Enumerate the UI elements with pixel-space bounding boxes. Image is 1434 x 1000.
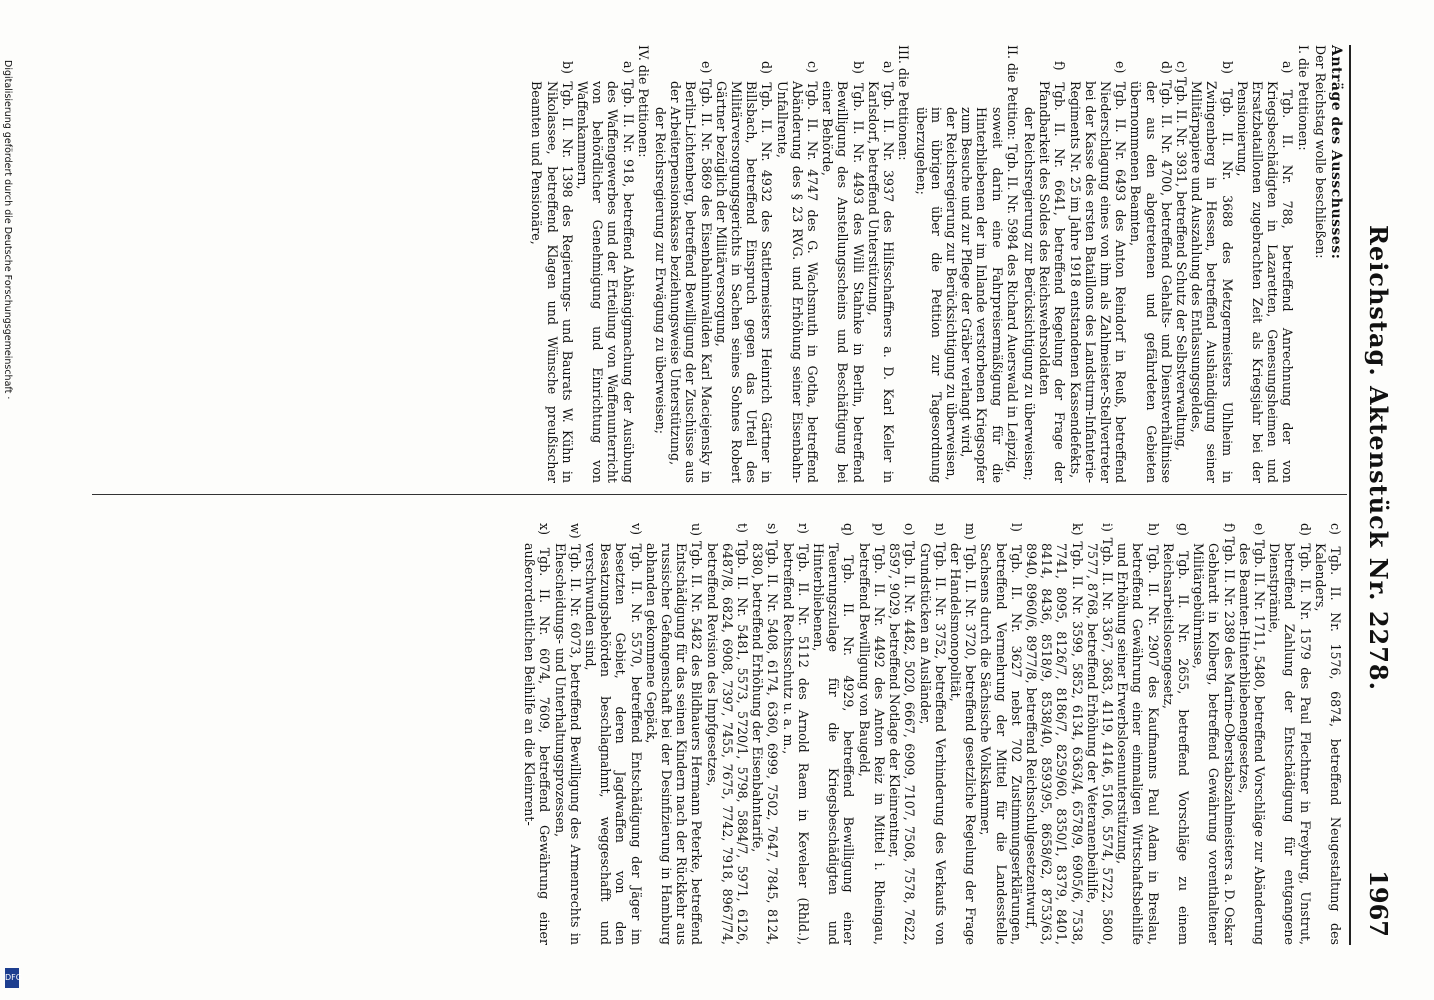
item-4r: r) Tgb. II. Nr. 5112 des Arnold Raem in Kevelaer (Rhld.), betreffend Rechtsschutz u. a. m., (780, 523, 811, 945)
page-number: 1967 (1364, 870, 1393, 937)
item-4i: i) Tgb. II. Nr. 3367, 3683, 4119, 4146, 5106, 5574, 5722, 5800, 7577, 8768, betreffend Erhöhung der Veteranenbeihilfe, (1084, 523, 1115, 945)
rotated-page (85, 45, 1395, 945)
item-4w: w) Tgb. II. Nr. 6073, betreffend Bewilligung des Armenrechts in Ehescheidungs- und Unterhaltungsprozessen, (552, 523, 583, 945)
section-2-heading: II. die Petition: Tgb. II. Nr. 5984 des Richard Auerswald in Leipzig, (1004, 45, 1020, 473)
section-4-heading: IV. die Petitionen: (635, 45, 651, 158)
item-4p: p) Tgb. II. Nr. 4492 des Anton Reiz in Mittel i. Rheingau, betreffend Bewilligung von Baugeld, (856, 523, 887, 945)
section-1-heading: I. die Petitionen: (1295, 45, 1311, 151)
item-4t: t) Tgb. II. Nr. 5481, 5573, 5720/1, 5798, 5884/7, 5971, 6126, 6487/8, 6824, 6908, 7397, 7455, 7675, 7742, 7918, 8967/74, betreffend Revision des Impfgesetzes, (704, 523, 751, 945)
item-3c: c) Tgb. II. Nr. 4747 des G. Wachsmuth in Gotha, betreffend Abänderung des § 23 RVG. und Erhöhung seiner Eisenbahn-Unfallrente, (774, 61, 821, 483)
funding-note: Digitalisierung gefördert durch die Deutsche Forschungsgemeinschaft · (2, 60, 13, 400)
left-column (529, 45, 1343, 483)
item-1f: f) Tgb. II. Nr. 6641, betreffend Regelung der Frage der Pfandbarkeit des Soldes des Reichswehrsoldaten (1037, 61, 1068, 483)
page-title: Reichstag. Aktenstück Nr. 2278. (1364, 225, 1393, 691)
item-4d: d) Tgb. II. Nr. 1579 des Paul Flechtner in Freyburg, Unstrut, betreffend Zahlung der Entschädigung für entgangene Dienstprämie, (1267, 523, 1313, 945)
item-4e: e) Tgb. II. Nr. 1711, 5480, betreffend Vorschläge zur Abänderung des Beamten-Hinterbliebenengesetzes, (1236, 523, 1267, 945)
item-3a: a) Tgb. II. Nr. 3937 des Hilfsschaffners a. D. Karl Keller in Karlsdorf, betreffend Unterstützung, (865, 61, 897, 483)
section-1-resolution: der Reichsregierung zur Berücksichtigung zu überweisen; (1021, 107, 1037, 481)
item-1a: a) Tgb. II. Nr. 788, betreffend Anrechnung der von Kriegsbeschädigten in Lazaretten, Genesungsheimen und Ersatzbataillonen zugebrachten Zeit als Kriegsjahr bei der Pensionierung, (1234, 61, 1296, 483)
item-4f: f) Tgb. II. Nr. 2389 des Marine-Oberstabszahlmeisters a. D. Oskar Gebhardt in Kolberg, betreffend Gewährung vorenthaltener Militärgebührnisse, (1191, 523, 1237, 945)
item-4n: n) Tgb. II. Nr. 3752, betreffend Verhinderung des Verkaufs von Grundstücken an Ausländer, (917, 523, 948, 945)
item-3b: b) Tgb. II. Nr. 4493 des Willi Stahnke in Berlin, betreffend Bewilligung des Anstellungsscheins und Beschäftigung bei einer Behörde, (820, 61, 866, 483)
item-4a: a) Tgb. II. Nr. 918, betreffend Abhängigmachung der Ausübung des Waffengewerbes und der Erteilung von Waffenunterricht von behördlicher Genehmigung und Einrichtung von Waffenkammern, (575, 61, 636, 483)
item-1b: b) Tgb. II. Nr. 3688 des Metzgermeisters Uhlheim in Zwingenberg in Hessen, betreffend Aushändigung seiner Militärpapiere und Auszahlung des Entlassungsgeldes, (1189, 61, 1235, 483)
section-2-resolution: der Reichsregierung zur Berücksichtigung zu überweisen, (943, 107, 959, 481)
item-4b: b) Tgb. II. Nr. 1398 des Regierungs- und Baurats W. Kühn in Nikolassee, betreffend Klagen und Wünsche preußischer Beamten und Pensionäre, (529, 61, 575, 483)
dfg-logo: DFG (5, 968, 19, 988)
item-4k: k) Tgb. II. Nr. 3599, 5852, 6134, 6363/4, 6578/9, 6905/6, 7538, 7741, 8095, 8126/7, 8186/7, 8259/60, 8350/1, 8379, 8401, 8414, 8436, 8518/9, 8538/40, 8593/95, 8658/62, 8753/63, 8940, 8960/6, 8977/8, betreffend Reichsschulgesetzentwurf, (1023, 523, 1085, 945)
item-4o: o) Tgb. II. Nr. 4482, 5020, 6667, 6909, 7107, 7508, 7578, 7622, 8597, 9029, betreffend Notlage der Kleinrentner, (887, 523, 918, 945)
item-4x: x) Tgb. II. Nr. 6074, 7609, betreffend Gewährung einer außerordentlichen Beihilfe an die Kleinrent- (522, 523, 553, 945)
funding-footer (4, 60, 24, 990)
header-rule (1349, 45, 1351, 945)
item-1e: e) Tgb. II. Nr. 6493 des Anton Reindorf in Reuß, betreffend Niederschlagung eines von ihm als Zahlmeister-Stellvertreter bei der Kasse des ersten Bataillons des Landsturm-Infanterie-Regiments Nr. 25 im Jahre 1918 entstandenen Kassendefekts, (1067, 61, 1129, 483)
item-4c: c) Tgb. II. Nr. 1576, 6874, betreffend Neugestaltung des Kalenders, (1312, 523, 1343, 945)
item-3e: e) Tgb. II. Nr. 5869 des Eisenbahninvaliden Karl Maciejensky in Berlin-Lichtenberg, betreffend Bewilligung der Zuschüsse aus der Arbeiterpensionskasse beziehungsweise Unterstützung, (668, 61, 714, 483)
column-divider (92, 494, 1347, 495)
motion-heading: Anträge des Ausschusses: (1328, 45, 1344, 260)
section-2-body: soweit darin eine Fahrpreisermäßigung für die Hinterbliebenen der im Inlande verstorbenen Kriegsopfer zum Besuche und zur Pflege der Gräber verlangt wird, (959, 107, 1005, 483)
item-4l: l) Tgb. II. Nr. 3627 nebst 702 Zustimmungserklärungen, betreffend Vermehrung der Mittel für die Landesstelle Sachsens durch die Sächsische Volkskammer, (978, 523, 1024, 945)
section-3-resolution: der Reichsregierung zur Erwägung zu überweisen; (653, 107, 669, 434)
item-4m: m) Tgb. II. Nr. 3720, betreffend gesetzliche Regelung der Frage der Handelsmonopolität, (947, 523, 979, 945)
motion-intro: Der Reichstag wolle beschließen: (1312, 45, 1328, 259)
item-4q: q) Tgb. II. Nr. 4929, betreffend Bewilligung einer Teuerungszulage für die Kriegsbeschädigten und Hinterbliebenen, (811, 523, 857, 945)
item-4g: g) Tgb. II. Nr. 2655, betreffend Vorschläge zu einem Reichsarbeitslosengesetz, (1160, 523, 1191, 945)
right-column (522, 507, 1343, 945)
item-4u: u) Tgb. II. Nr. 5482 des Bildhauers Hermann Peterke, betreffend Entschädigung für das seinen Kindern nach der Rückkehr aus russischer Gefangenschaft bei der Desinfizierung in Hamburg abhanden gekommene Gepäck, (643, 523, 705, 945)
section-2-resolution-rest: im übrigen über die Petition zur Tagesordnung überzugehen; (913, 107, 944, 483)
item-4h: h) Tgb. II. Nr. 2907 des Kaufmanns Paul Adam in Breslau, betreffend Gewährung einer einmaligen Wirtschaftsbeihilfe und Erhöhung seiner Erwerbslosenunterstützung, (1115, 523, 1161, 945)
item-1d: d) Tgb. II. Nr. 4700, betreffend Gehalts- und Dienstverhältnisse der aus den abgetretenen und gefährdeten Gebieten übernommenen Beamten, (1128, 61, 1174, 483)
item-3d: d) Tgb. II. Nr. 4932 des Sattlermeisters Heinrich Gärtner in Billsbach, betreffend Einspruch gegen das Urteil des Militärversorgungsgerichts in Sachen seines Sohnes Robert Gärtner bezüglich der Militärversorgung, (713, 61, 775, 483)
page-header (1355, 45, 1395, 945)
section-3-heading: III. die Petitionen: (896, 45, 912, 161)
item-1c: c) Tgb. II. Nr. 3931, betreffend Schutz der Selbstverwaltung, (1173, 61, 1189, 451)
item-4s: s) Tgb. II. Nr. 5408, 6174, 6360, 6999, 7502, 7647, 7845, 8124, 8380, betreffend Erhöhung der Eisenbahntarife, (750, 523, 781, 945)
item-4v: v) Tgb. II. Nr. 5570, betreffend Entschädigung der Jäger im besetzten Gebiet, deren Jagdwaffen von den Besatzungsbehörden beschlagnahmt, weggeschafft und verschwunden sind, (583, 523, 644, 945)
